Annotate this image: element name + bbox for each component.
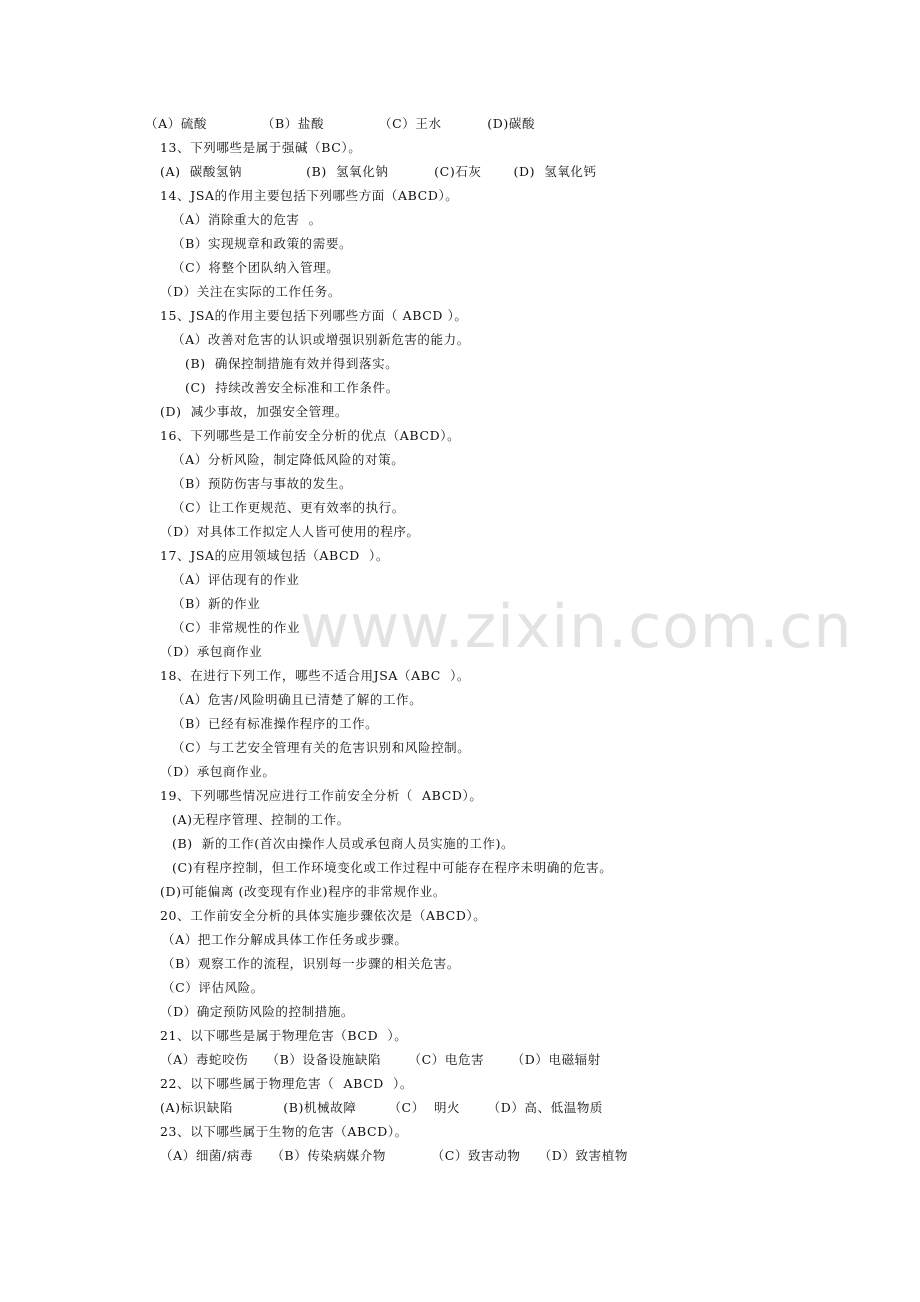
q14-question: 14、JSA的作用主要包括下列哪些方面（ABCD）。 bbox=[160, 188, 459, 203]
q17-option-a: （A）评估现有的作业 bbox=[172, 572, 300, 587]
q17-option-c: （C）非常规性的作业 bbox=[172, 620, 301, 635]
q15-question: 15、JSA的作用主要包括下列哪些方面（ ABCD ）。 bbox=[160, 308, 468, 323]
q15-option-a: （A）改善对危害的认识或增强识别新危害的能力。 bbox=[172, 332, 470, 347]
q19-option-c: (C)有程序控制，但工作环境变化或工作过程中可能存在程序未明确的危害。 bbox=[172, 860, 613, 875]
q14-option-a: （A）消除重大的危害 。 bbox=[172, 212, 322, 227]
q16-question: 16、下列哪些是工作前安全分析的优点（ABCD）。 bbox=[160, 428, 461, 443]
q19-question: 19、下列哪些情况应进行工作前安全分析（ ABCD）。 bbox=[160, 788, 483, 803]
q23-question: 23、以下哪些属于生物的危害（ABCD）。 bbox=[160, 1124, 408, 1139]
q19-option-b: (B) 新的工作(首次由操作人员或承包商人员实施的工作)。 bbox=[172, 836, 515, 851]
q15-option-b: (B) 确保控制措施有效并得到落实。 bbox=[185, 356, 399, 371]
q15-option-d: (D) 减少事故，加强安全管理。 bbox=[160, 404, 348, 419]
q15-option-c: (C) 持续改善安全标准和工作条件。 bbox=[185, 380, 399, 395]
q14-option-d: （D）关注在实际的工作任务。 bbox=[160, 284, 341, 299]
q14-option-b: （B）实现规章和政策的需要。 bbox=[172, 236, 353, 251]
q23-options: （A）细菌/病毒 （B）传染病媒介物 （C）致害动物 （D）致害植物 bbox=[160, 1148, 628, 1163]
q18-option-d: （D）承包商作业。 bbox=[160, 764, 276, 779]
q18-option-c: （C）与工艺安全管理有关的危害识别和风险控制。 bbox=[172, 740, 471, 755]
q21-options: （A）毒蛇咬伤 （B）设备设施缺陷 （C）电危害 （D）电磁辐射 bbox=[160, 1052, 601, 1067]
q20-option-c: （C）评估风险。 bbox=[162, 980, 264, 995]
q17-option-d: （D）承包商作业 bbox=[160, 644, 263, 659]
q13-options: (A) 碳酸氢钠 (B) 氢氧化钠 (C)石灰 (D) 氢氧化钙 bbox=[160, 164, 597, 179]
q22-options: (A)标识缺陷 (B)机械故障 （C） 明火 （D）高、低温物质 bbox=[160, 1100, 604, 1115]
q22-question: 22、以下哪些属于物理危害（ ABCD ）。 bbox=[160, 1076, 413, 1091]
q16-option-c: （C）让工作更规范、更有效率的执行。 bbox=[172, 500, 405, 515]
watermark: www.zixin.com.cn bbox=[300, 592, 853, 662]
q16-option-d: （D）对具体工作拟定人人皆可使用的程序。 bbox=[160, 524, 420, 539]
q18-question: 18、在进行下列工作，哪些不适合用JSA（ABC ）。 bbox=[160, 668, 471, 683]
q18-option-b: （B）已经有标准操作程序的工作。 bbox=[172, 716, 379, 731]
q18-option-a: （A）危害/风险明确且已清楚了解的工作。 bbox=[172, 692, 423, 707]
q17-option-b: （B）新的作业 bbox=[172, 596, 261, 611]
q21-question: 21、以下哪些是属于物理危害（BCD ）。 bbox=[160, 1028, 408, 1043]
q19-option-a: (A)无程序管理、控制的工作。 bbox=[172, 812, 350, 827]
q12-options: （A）硫酸 （B）盐酸 （C）王水 (D)碳酸 bbox=[145, 116, 536, 131]
q20-option-d: （D）确定预防风险的控制措施。 bbox=[160, 1004, 355, 1019]
q19-option-d: (D)可能偏离 (改变现有作业)程序的非常规作业。 bbox=[160, 884, 447, 899]
q17-question: 17、JSA的应用领域包括（ABCD ）。 bbox=[160, 548, 389, 563]
q16-option-a: （A）分析风险，制定降低风险的对策。 bbox=[172, 452, 405, 467]
q16-option-b: （B）预防伤害与事故的发生。 bbox=[172, 476, 353, 491]
q20-option-b: （B）观察工作的流程，识别每一步骤的相关危害。 bbox=[162, 956, 460, 971]
q14-option-c: （C）将整个团队纳入管理。 bbox=[172, 260, 340, 275]
q20-option-a: （A）把工作分解成具体工作任务或步骤。 bbox=[162, 932, 408, 947]
q13-question: 13、下列哪些是属于强碱（BC）。 bbox=[160, 140, 362, 155]
q20-question: 20、工作前安全分析的具体实施步骤依次是（ABCD）。 bbox=[160, 908, 487, 923]
